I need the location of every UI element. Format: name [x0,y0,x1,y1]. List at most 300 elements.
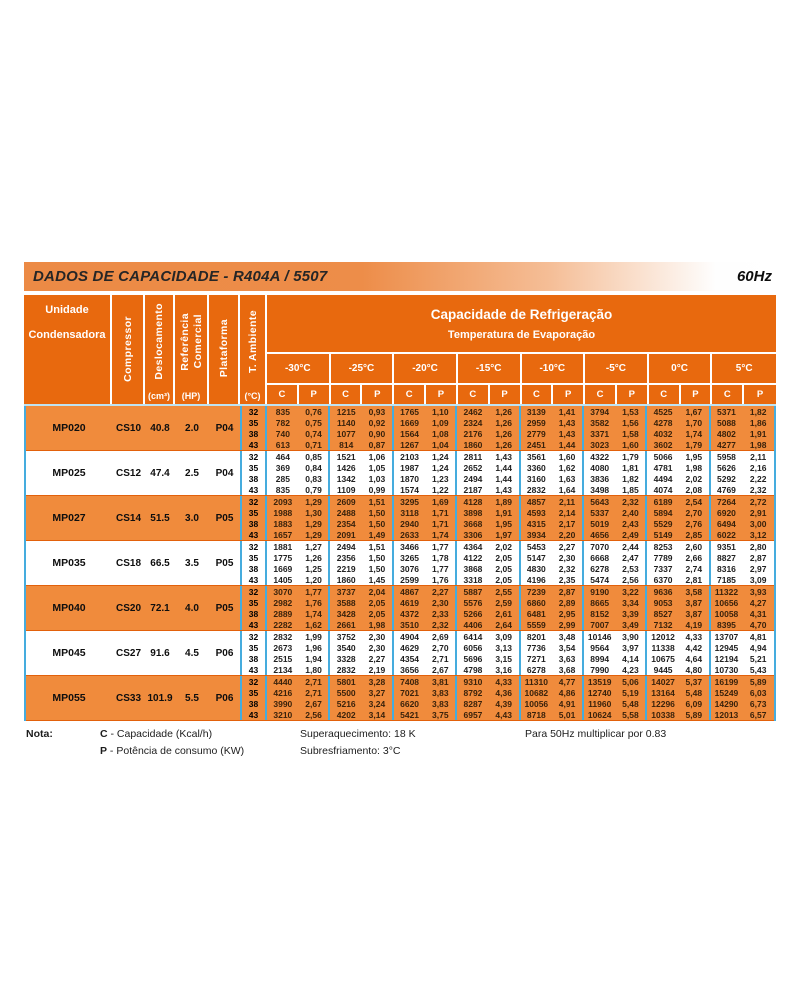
capacity-cell: 3023 [590,439,610,450]
capacity-cell: 1669 [273,563,293,574]
power-cell: 2,14 [552,507,584,518]
header-compressor [112,295,145,404]
capacity-cell: 3868 [463,563,483,574]
capacity-cell: 10338 [651,709,675,720]
power-cell: 1,58 [616,428,648,439]
header-ambient-unit: (°C) [244,391,261,401]
note-capacity-legend [100,728,212,740]
power-cell: 6,03 [749,687,767,698]
temperature-header-row [267,352,776,383]
power-cell: 2,71 [299,676,331,687]
note-c-text: - Capacidade (Kcal/h) [107,728,213,740]
power-cell: 3,48 [552,631,584,642]
capacity-cell: 3306 [463,529,483,540]
power-cell: 2,56 [616,574,648,585]
power-cell: 1,98 [679,462,711,473]
capacity-cell: 5894 [653,507,673,518]
power-cell: 2,27 [425,586,457,597]
capacity-cell: 814 [339,439,354,450]
capacity-cell: 4278 [653,417,673,428]
power-cell: 2,95 [552,608,584,619]
ambient-cell: 43 [240,619,267,630]
power-cell: 1,56 [616,417,648,428]
capacity-cell: 835 [275,406,290,417]
power-cell: 4,86 [552,687,584,698]
header-capacity-section [267,295,776,404]
displacement-cell: 40.8 [150,422,170,434]
power-cell: 4,36 [489,687,521,698]
capacity-cell: 1860 [463,439,483,450]
ambient-cell: 35 [240,597,267,608]
power-cell: 1,71 [425,518,457,529]
header-platform-label: Plataforma [217,319,230,378]
power-cell: 0,87 [362,439,394,450]
power-cell: 4,19 [679,619,711,630]
power-cell: 2,55 [489,586,521,597]
power-cell: 1,44 [489,462,521,473]
power-cell: 1,51 [362,541,394,552]
cp-header-p: P [681,385,713,404]
compressor-cell: CS33 [115,692,141,704]
power-cell: 3,12 [749,529,767,540]
capacity-cell: 6022 [717,529,736,540]
power-cell: 3,24 [362,698,394,709]
ambient-cell: 38 [240,428,267,439]
power-cell: 2,17 [552,518,584,529]
capacity-cell: 9564 [590,642,610,653]
capacity-cell: 4525 [653,406,673,417]
model-cell: MP020 [52,422,86,434]
power-cell: 1,79 [616,451,648,462]
power-cell: 1,99 [299,631,331,642]
capacity-cell: 5559 [526,619,546,630]
cp-header-row [267,383,776,404]
capacity-cell: 2889 [273,608,293,619]
model-group-mp035 [26,541,774,586]
power-cell: 6,09 [679,698,711,709]
power-cell: 3,49 [616,619,648,630]
ambient-cell: 32 [240,631,267,642]
header-displacement [145,295,175,404]
ambient-cell: 43 [240,709,267,720]
power-cell: 1,64 [552,484,584,495]
power-cell: 0,90 [362,428,394,439]
power-cell: 2,89 [552,597,584,608]
capacity-cell: 4128 [463,496,483,507]
cp-header-p: P [362,385,394,404]
capacity-cell: 5801 [336,676,356,687]
power-cell: 1,24 [425,451,457,462]
power-cell: 1,94 [299,653,331,664]
ambient-cell: 35 [240,507,267,518]
ambient-cell: 35 [240,687,267,698]
power-cell: 2,66 [679,552,711,563]
power-cell: 1,85 [616,484,648,495]
power-cell: 1,24 [425,462,457,473]
capacity-cell: 4802 [717,428,736,439]
capacity-cell: 3295 [400,496,420,507]
capacity-cell: 12194 [714,653,739,664]
capacity-cell: 8665 [590,597,610,608]
temp-header-5: -5°C [585,354,649,383]
capacity-cell: 3498 [590,484,610,495]
power-cell: 6,57 [749,709,767,720]
power-cell: 3,93 [749,586,767,597]
capacity-cell: 2673 [273,642,293,653]
power-cell: 1,97 [489,529,521,540]
capacity-cell: 5958 [717,451,736,462]
capacity-cell: 7239 [526,586,546,597]
ambient-cell: 38 [240,653,267,664]
compressor-cell: CS20 [115,602,141,614]
capacity-cell: 464 [275,451,290,462]
power-cell: 5,01 [552,709,584,720]
power-cell: 3,27 [362,687,394,698]
capacity-cell: 4322 [590,451,610,462]
power-cell: 4,31 [749,608,767,619]
ambient-cell: 35 [240,462,267,473]
power-cell: 1,29 [299,529,331,540]
ambient-cell: 32 [240,586,267,597]
power-cell: 2,71 [299,687,331,698]
power-cell: 2,32 [749,484,767,495]
capacity-cell: 1860 [336,574,356,585]
capacity-cell: 7990 [590,664,610,675]
capacity-cell: 6860 [526,597,546,608]
capacity-cell: 10146 [587,631,612,642]
cp-header-c: C [712,385,744,404]
capacity-cell: 13519 [587,676,612,687]
power-cell: 1,62 [299,619,331,630]
capacity-cell: 4867 [400,586,420,597]
capacity-cell: 5337 [590,507,610,518]
reference-cell: 3.0 [185,512,199,524]
displacement-cell: 72.1 [150,602,170,614]
power-cell: 1,70 [679,417,711,428]
power-cell: 1,08 [425,428,457,439]
capacity-cell: 1669 [400,417,420,428]
capacity-cell: 5474 [590,574,610,585]
power-cell: 1,50 [362,552,394,563]
capacity-cell: 6668 [590,552,610,563]
power-cell: 2,69 [425,631,457,642]
power-cell: 1,74 [425,529,457,540]
reference-cell: 4.0 [185,602,199,614]
displacement-cell: 66.5 [150,557,170,569]
capacity-cell: 2779 [526,428,546,439]
capacity-cell: 2324 [463,417,483,428]
ambient-cell: 35 [240,417,267,428]
power-cell: 1,77 [425,563,457,574]
capacity-cell: 3371 [590,428,610,439]
capacity-cell: 10730 [714,664,739,675]
header-capacity-band [267,295,776,352]
power-cell: 1,26 [489,417,521,428]
power-cell: 1,10 [425,406,457,417]
power-cell: 2,56 [299,709,331,720]
page-title: DADOS DE CAPACIDADE - R404A / 5507 [33,268,328,285]
power-cell: 1,49 [362,529,394,540]
capacity-cell: 3510 [400,619,420,630]
capacity-cell: 4440 [273,676,293,687]
header-ambient [240,295,267,404]
ambient-cell: 38 [240,563,267,574]
power-cell: 2,08 [679,484,711,495]
ambient-cell: 32 [240,541,267,552]
capacity-cell: 6370 [653,574,673,585]
power-cell: 0,74 [299,428,331,439]
capacity-cell: 5371 [717,406,736,417]
capacity-cell: 3118 [400,507,419,518]
capacity-cell: 1267 [400,439,420,450]
ambient-cell: 43 [240,484,267,495]
power-cell: 1,89 [489,496,521,507]
capacity-cell: 3076 [400,563,420,574]
power-cell: 4,42 [679,642,711,653]
power-cell: 0,99 [362,484,394,495]
capacity-cell: 4080 [590,462,610,473]
power-cell: 1,26 [299,552,331,563]
power-cell: 5,43 [749,664,767,675]
capacity-cell: 1405 [273,574,293,585]
power-cell: 3,09 [749,574,767,585]
power-cell: 4,70 [749,619,767,630]
power-cell: 2,05 [489,574,521,585]
header-reference-line1: Referência [178,312,191,371]
capacity-cell: 7789 [653,552,673,563]
power-cell: 1,76 [425,574,457,585]
capacity-cell: 12012 [651,631,675,642]
capacity-cell: 9445 [653,664,673,675]
power-cell: 4,33 [679,631,711,642]
cp-header-c: C [458,385,490,404]
capacity-cell: 3898 [463,507,483,518]
reference-cell: 2.0 [185,422,199,434]
displacement-cell: 47.4 [150,467,170,479]
header-displacement-label: Deslocamento [153,303,165,380]
model-group-mp040 [26,586,774,631]
capacity-cell: 7337 [653,563,673,574]
capacity-cell: 285 [275,473,290,484]
power-cell: 2,99 [552,619,584,630]
capacity-cell: 2832 [273,631,293,642]
cp-header-p: P [490,385,522,404]
ambient-cell: 38 [240,473,267,484]
power-cell: 3,14 [362,709,394,720]
capacity-cell: 13164 [651,687,675,698]
header-reference-line2: Comercial [191,314,204,369]
capacity-cell: 4593 [526,507,546,518]
reference-cell: 5.5 [185,692,199,704]
capacity-cell: 12296 [651,698,675,709]
capacity-cell: 6278 [526,664,546,675]
capacity-cell: 3582 [590,417,610,428]
displacement-cell: 101.9 [147,692,173,704]
power-cell: 2,67 [425,664,457,675]
power-cell: 2,64 [489,619,521,630]
power-cell: 4,39 [489,698,521,709]
cp-header-p: P [617,385,649,404]
model-group-mp025 [26,451,774,496]
header-compressor-label: Compressor [121,315,134,382]
power-cell: 5,58 [616,709,648,720]
power-cell: 1,50 [362,563,394,574]
power-cell: 1,23 [425,473,457,484]
ambient-cell: 43 [240,529,267,540]
power-cell: 5,37 [679,676,711,687]
power-cell: 2,47 [616,552,648,563]
capacity-cell: 2494 [336,541,356,552]
compressor-cell: CS10 [115,422,141,434]
capacity-cell: 9190 [590,586,610,597]
note-superheat: Superaquecimento: 18 K [300,728,416,740]
capacity-cell: 4830 [526,563,546,574]
capacity-cell: 5088 [717,417,736,428]
header-unit [24,295,112,404]
power-cell: 1,50 [362,507,394,518]
capacity-cell: 1342 [336,473,356,484]
ambient-cell: 32 [240,451,267,462]
capacity-cell: 2091 [336,529,356,540]
power-cell: 2,30 [362,642,394,653]
power-cell: 3,13 [489,642,521,653]
power-cell: 1,82 [749,406,767,417]
capacity-cell: 2451 [526,439,546,450]
power-cell: 4,77 [552,676,584,687]
power-cell: 3,34 [616,597,648,608]
capacity-cell: 3656 [400,664,420,675]
capacity-cell: 12013 [714,709,739,720]
power-cell: 1,79 [679,439,711,450]
table-header [24,295,776,406]
power-cell: 0,75 [299,417,331,428]
displacement-cell: 51.5 [150,512,170,524]
power-cell: 1,98 [749,439,767,450]
displacement-cell: 91.6 [150,647,170,659]
capacity-cell: 3210 [273,709,293,720]
power-cell: 2,40 [616,507,648,518]
cp-header-c: C [267,385,299,404]
power-cell: 2,74 [679,563,711,574]
power-cell: 3,87 [679,608,711,619]
capacity-cell: 5292 [717,473,736,484]
capacity-cell: 3360 [526,462,546,473]
note-power-legend [100,745,244,757]
capacity-cell: 2982 [273,597,293,608]
power-cell: 5,06 [616,676,648,687]
header-displacement-unit: (cm³) [148,391,170,401]
power-cell: 0,83 [299,473,331,484]
power-cell: 1,82 [616,473,648,484]
power-cell: 1,20 [299,574,331,585]
capacity-cell: 7185 [717,574,736,585]
power-cell: 2,05 [362,597,394,608]
capacity-cell: 6278 [590,563,610,574]
platform-cell: P06 [215,647,234,659]
capacity-cell: 2282 [273,619,293,630]
capacity-cell: 10675 [651,653,675,664]
temp-header-1: -25°C [331,354,395,383]
ambient-cell: 35 [240,642,267,653]
power-cell: 6,73 [749,698,767,709]
capacity-cell: 4354 [400,653,420,664]
power-cell: 1,95 [489,518,521,529]
capacity-cell: 3737 [336,586,356,597]
capacity-cell: 4798 [463,664,483,675]
capacity-cell: 4857 [526,496,546,507]
cp-header-c: C [649,385,681,404]
capacity-cell: 3990 [273,698,293,709]
power-cell: 0,92 [362,417,394,428]
capacity-cell: 6414 [463,631,483,642]
capacity-cell: 4277 [717,439,736,450]
capacity-cell: 5643 [590,496,610,507]
ambient-cell: 38 [240,518,267,529]
capacity-cell: 1870 [400,473,420,484]
power-cell: 2,30 [552,552,584,563]
power-cell: 1,26 [489,439,521,450]
capacity-cell: 7271 [526,653,546,664]
capacity-cell: 6957 [463,709,483,720]
cp-header-c: C [331,385,363,404]
capacity-cell: 2354 [336,518,356,529]
power-cell: 1,09 [425,417,457,428]
power-cell: 2,91 [749,507,767,518]
capacity-cell: 5887 [463,586,483,597]
capacity-cell: 2832 [526,484,546,495]
compressor-cell: CS18 [115,557,141,569]
capacity-cell: 2811 [463,451,483,462]
capacity-cell: 1109 [336,484,356,495]
capacity-cell: 3752 [336,631,356,642]
power-cell: 1,50 [362,518,394,529]
capacity-cell: 2661 [336,619,356,630]
capacity-cell: 11338 [651,642,675,653]
model-group-mp045 [26,631,774,676]
header-unit-line2: Condensadora [28,329,106,341]
power-cell: 4,64 [679,653,711,664]
capacity-cell: 5576 [463,597,483,608]
capacity-cell: 4032 [653,428,673,439]
capacity-cell: 5421 [400,709,420,720]
capacity-cell: 8201 [526,631,546,642]
power-cell: 4,81 [749,631,767,642]
power-cell: 1,44 [552,439,584,450]
capacity-cell: 7408 [400,676,420,687]
model-group-mp027 [26,496,774,541]
power-cell: 2,33 [425,608,457,619]
capacity-cell: 6056 [463,642,483,653]
capacity-title: Capacidade de Refrigeração [430,306,613,322]
capacity-cell: 7736 [526,642,546,653]
power-cell: 1,29 [299,518,331,529]
capacity-cell: 6620 [400,698,420,709]
capacity-cell: 2832 [336,664,356,675]
title-bar [24,262,776,291]
capacity-cell: 1215 [336,406,356,417]
power-cell: 3,83 [425,687,457,698]
power-cell: 1,26 [489,406,521,417]
power-cell: 0,85 [299,451,331,462]
power-cell: 2,05 [489,552,521,563]
capacity-cell: 3602 [653,439,673,450]
power-cell: 4,27 [749,597,767,608]
capacity-cell: 1077 [336,428,356,439]
capacity-cell: 740 [275,428,290,439]
capacity-cell: 4202 [336,709,356,720]
power-cell: 1,30 [299,507,331,518]
power-cell: 3,09 [489,631,521,642]
